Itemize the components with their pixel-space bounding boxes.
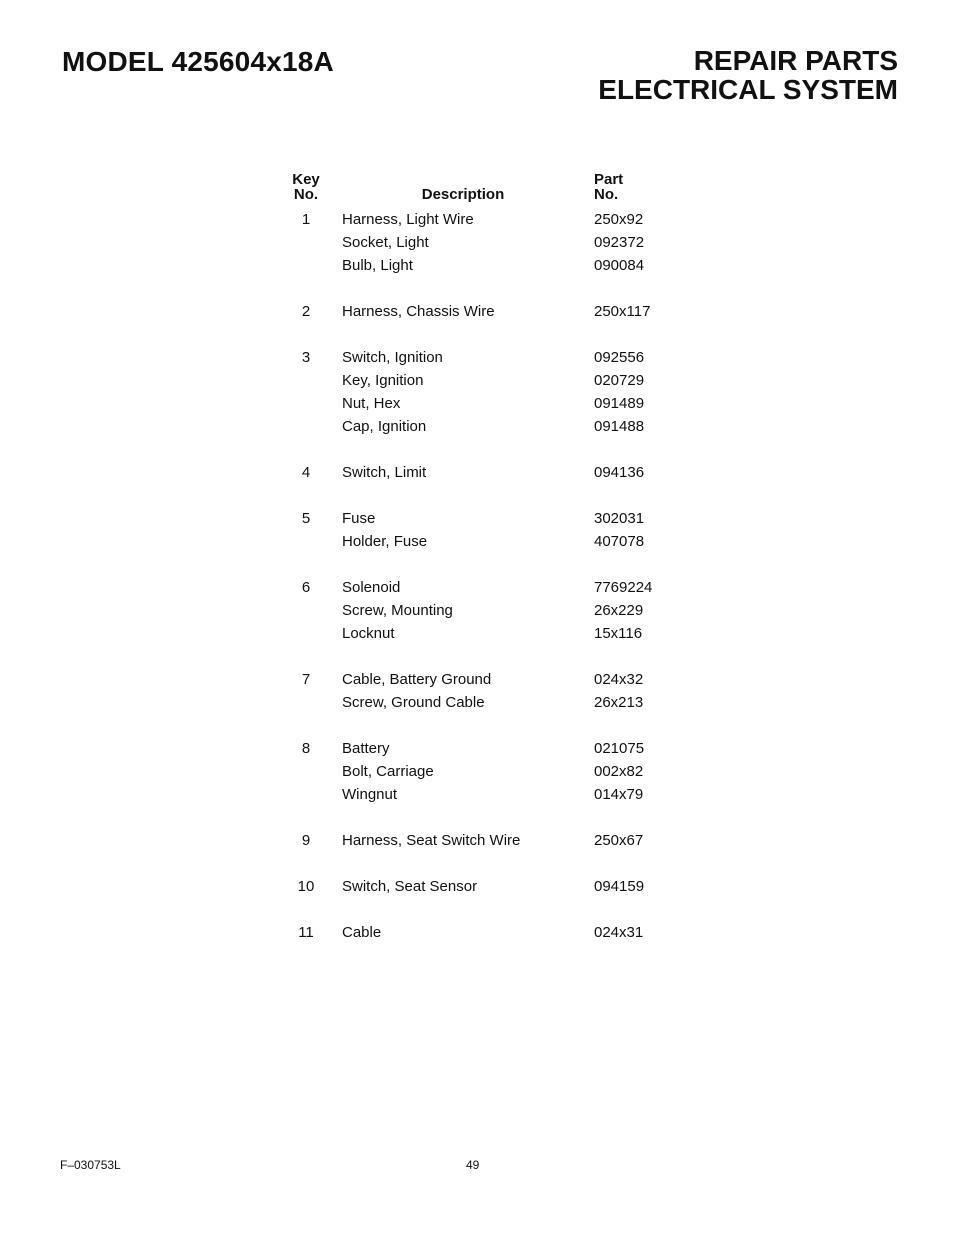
part-no-cell: 15x116	[594, 625, 643, 642]
section-title-line2: ELECTRICAL SYSTEM	[598, 74, 898, 105]
table-row	[270, 323, 714, 369]
part-no-cell: 302031	[594, 510, 645, 527]
key-no-cell: 2	[301, 303, 311, 320]
key-no-cell	[270, 530, 342, 553]
part-header-line1: Part	[594, 171, 624, 188]
table-row	[270, 691, 714, 714]
description-cell: Nut, Hex	[342, 395, 401, 412]
description-cell: Switch, Ignition	[342, 349, 443, 366]
key-no-cell	[270, 415, 342, 438]
key-no-cell	[270, 783, 342, 806]
part-no-cell: 26x213	[594, 694, 644, 711]
description-cell: Locknut	[342, 625, 395, 642]
table-row	[270, 231, 714, 254]
table-row	[270, 254, 714, 277]
description-cell: Cable	[342, 924, 382, 941]
key-no-cell: 6	[301, 579, 311, 596]
part-no-cell: 014x79	[594, 786, 644, 803]
key-no-cell: 8	[301, 740, 311, 757]
part-no-cell: 092556	[594, 349, 645, 366]
key-header-line2: No.	[293, 186, 319, 203]
table-row	[270, 852, 714, 898]
table-row	[270, 622, 714, 645]
key-no-cell: 7	[301, 671, 311, 688]
section-title-line1: REPAIR PARTS	[693, 45, 898, 76]
description-cell: Battery	[342, 740, 390, 757]
model-title: MODEL 425604x18A	[62, 46, 334, 77]
key-no-cell: 4	[301, 464, 311, 481]
part-no-cell: 250x92	[594, 211, 644, 228]
part-no-cell: 407078	[594, 533, 645, 550]
description-cell: Cap, Ignition	[342, 418, 427, 435]
form-code: F–030753L	[60, 1158, 121, 1172]
description-cell: Harness, Chassis Wire	[342, 303, 495, 320]
part-no-cell: 094136	[594, 464, 645, 481]
description-cell: Socket, Light	[342, 234, 429, 251]
table-row	[270, 392, 714, 415]
key-no-cell	[270, 691, 342, 714]
description-cell: Bulb, Light	[342, 257, 413, 274]
part-no-cell: 26x229	[594, 602, 644, 619]
description-cell: Screw, Ground Cable	[342, 694, 485, 711]
table-row	[270, 438, 714, 484]
part-no-cell: 092372	[594, 234, 645, 251]
description-cell: Solenoid	[342, 579, 401, 596]
part-no-cell: 091488	[594, 418, 645, 435]
part-no-cell: 024x32	[594, 671, 644, 688]
table-row	[270, 806, 714, 852]
part-no-cell: 090084	[594, 257, 645, 274]
part-no-cell: 7769224	[594, 579, 653, 596]
key-no-cell	[270, 622, 342, 645]
part-no-cell: 020729	[594, 372, 645, 389]
description-cell: Switch, Seat Sensor	[342, 878, 478, 895]
key-no-cell: 9	[301, 832, 311, 849]
part-no-cell: 024x31	[594, 924, 644, 941]
key-no-cell	[270, 392, 342, 415]
description-cell: Key, Ignition	[342, 372, 424, 389]
key-no-cell: 10	[297, 878, 315, 895]
key-no-cell	[270, 254, 342, 277]
part-header-line2: No.	[594, 186, 619, 203]
key-no-cell: 1	[301, 211, 311, 228]
key-no-cell	[270, 599, 342, 622]
table-row	[270, 415, 714, 438]
table-row	[270, 277, 714, 323]
table-header-row	[270, 172, 714, 208]
table-row	[270, 783, 714, 806]
description-cell: Holder, Fuse	[342, 533, 428, 550]
description-header: Description	[421, 186, 505, 203]
table-row	[270, 898, 714, 944]
part-no-header	[594, 172, 714, 208]
part-no-cell: 094159	[594, 878, 645, 895]
key-no-header	[270, 172, 342, 208]
part-no-cell: 091489	[594, 395, 645, 412]
table-row	[270, 599, 714, 622]
key-no-cell	[270, 760, 342, 783]
part-no-cell: 002x82	[594, 763, 644, 780]
section-title	[598, 46, 898, 104]
table-row	[270, 645, 714, 691]
table-row	[270, 484, 714, 530]
key-no-cell: 3	[301, 349, 311, 366]
key-no-cell	[270, 231, 342, 254]
part-no-cell: 250x117	[594, 303, 651, 320]
key-no-cell: 5	[301, 510, 311, 527]
key-no-cell: 11	[298, 924, 314, 941]
table-row	[270, 553, 714, 599]
table-row	[270, 760, 714, 783]
parts-table	[270, 172, 714, 944]
table-row	[270, 530, 714, 553]
table-row	[270, 369, 714, 392]
key-header-line1: Key	[292, 171, 320, 188]
parts-body	[270, 208, 714, 944]
description-cell: Harness, Seat Switch Wire	[342, 832, 521, 849]
key-no-cell	[270, 369, 342, 392]
description-cell: Fuse	[342, 510, 376, 527]
table-row	[270, 714, 714, 760]
description-cell: Bolt, Carriage	[342, 763, 434, 780]
table-row	[270, 208, 714, 231]
description-cell: Switch, Limit	[342, 464, 427, 481]
description-cell: Harness, Light Wire	[342, 211, 474, 228]
part-no-cell: 250x67	[594, 832, 644, 849]
part-no-cell: 021075	[594, 740, 645, 757]
page-number: 49	[466, 1158, 480, 1172]
description-cell: Screw, Mounting	[342, 602, 453, 619]
description-cell: Wingnut	[342, 786, 398, 803]
description-cell: Cable, Battery Ground	[342, 671, 492, 688]
